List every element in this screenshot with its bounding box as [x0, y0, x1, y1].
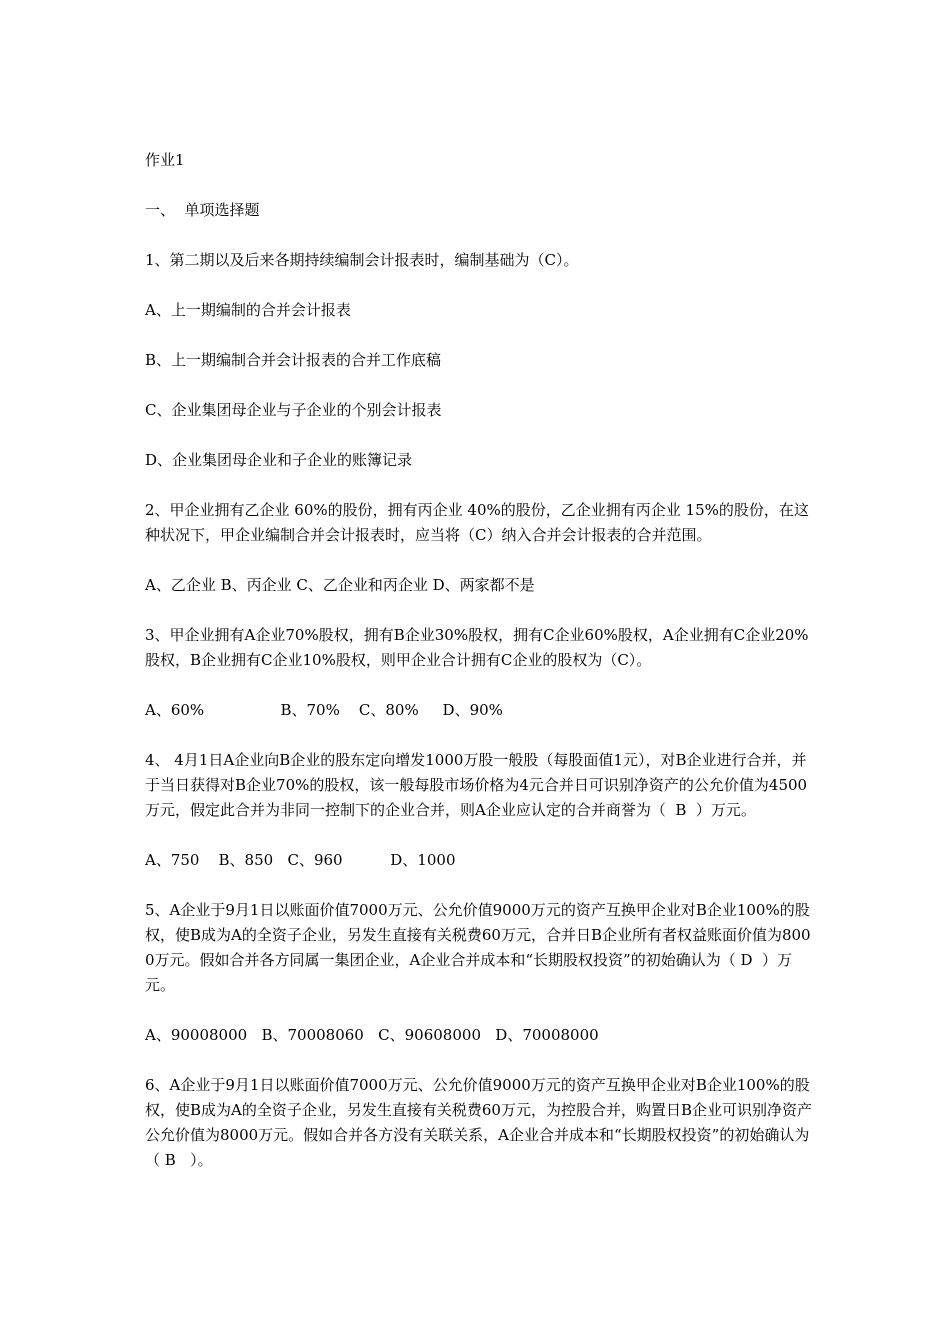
document-page: [145, 148, 815, 1198]
option-1a: A、上一期编制的合并会计报表: [145, 301, 351, 319]
options-5: A、90008000 B、70008060 C、90608000 D、70008000: [145, 1026, 599, 1044]
question-5: 5、A企业于9月1日以账面价值7000万元、公允价值9000万元的资产互换甲企业对B企业100%的股权，使B成为A的全资子企业，另发生直接有关税费60万元，合并日B企业所有者权益账面价值为8000万元。假如合并各方同属一集团企业，A企业合并成本和“长期股权投资”的初始确认为（ D ）万元。: [145, 901, 811, 994]
options-2: A、乙企业 B、丙企业 C、乙企业和丙企业 D、两家都不是: [145, 576, 535, 594]
option-1b: B、上一期编制合并会计报表的合并工作底稿: [145, 351, 442, 369]
question-1: 1、第二期以及后来各期持续编制会计报表时，编制基础为（C）。: [145, 251, 579, 269]
options-3: A、60% B、70% C、80% D、90%: [145, 701, 503, 719]
section-heading: 一、 单项选择题: [145, 201, 260, 219]
option-1d: D、企业集团母企业和子企业的账簿记录: [145, 451, 413, 469]
question-3: 3、甲企业拥有A企业70%股权，拥有B企业30%股权，拥有C企业60%股权，A企业拥有C企业20%股权，B企业拥有C企业10%股权，则甲企业合计拥有C企业的股权为（C）。: [145, 626, 809, 669]
question-4: 4、 4月1日A企业向B企业的股东定向增发1000万股一般股（每股面值1元），对B企业进行合并，并于当日获得对B企业70%的股权，该一般每股市场价格为4元合并日可识别净资产的公允价值为4500万元，假定此合并为非同一控制下的企业合并，则A企业应认定的合并商誉为（ B ）万元。: [145, 751, 808, 819]
option-1c: C、企业集团母企业与子企业的个别会计报表: [145, 401, 442, 419]
document-title: 作业1: [145, 151, 185, 169]
question-6: 6、A企业于9月1日以账面价值7000万元、公允价值9000万元的资产互换甲企业对B企业100%的股权，使B成为A的全资子企业，另发生直接有关税费60万元，为控股合并，购置日B企业可识别净资产公允价值为8000万元。假如合并各方没有关联关系，A企业合并成本和“长期股权投资”的初始确认为（ B ）。: [145, 1076, 812, 1169]
options-4: A、750 B、850 C、960 D、1000: [145, 851, 456, 869]
question-2: 2、甲企业拥有乙企业 60%的股份，拥有丙企业 40%的股份，乙企业拥有丙企业 15%的股份，在这种状况下，甲企业编制合并会计报表时，应当将（C）纳入合并会计报表的合并范围。: [145, 501, 809, 544]
